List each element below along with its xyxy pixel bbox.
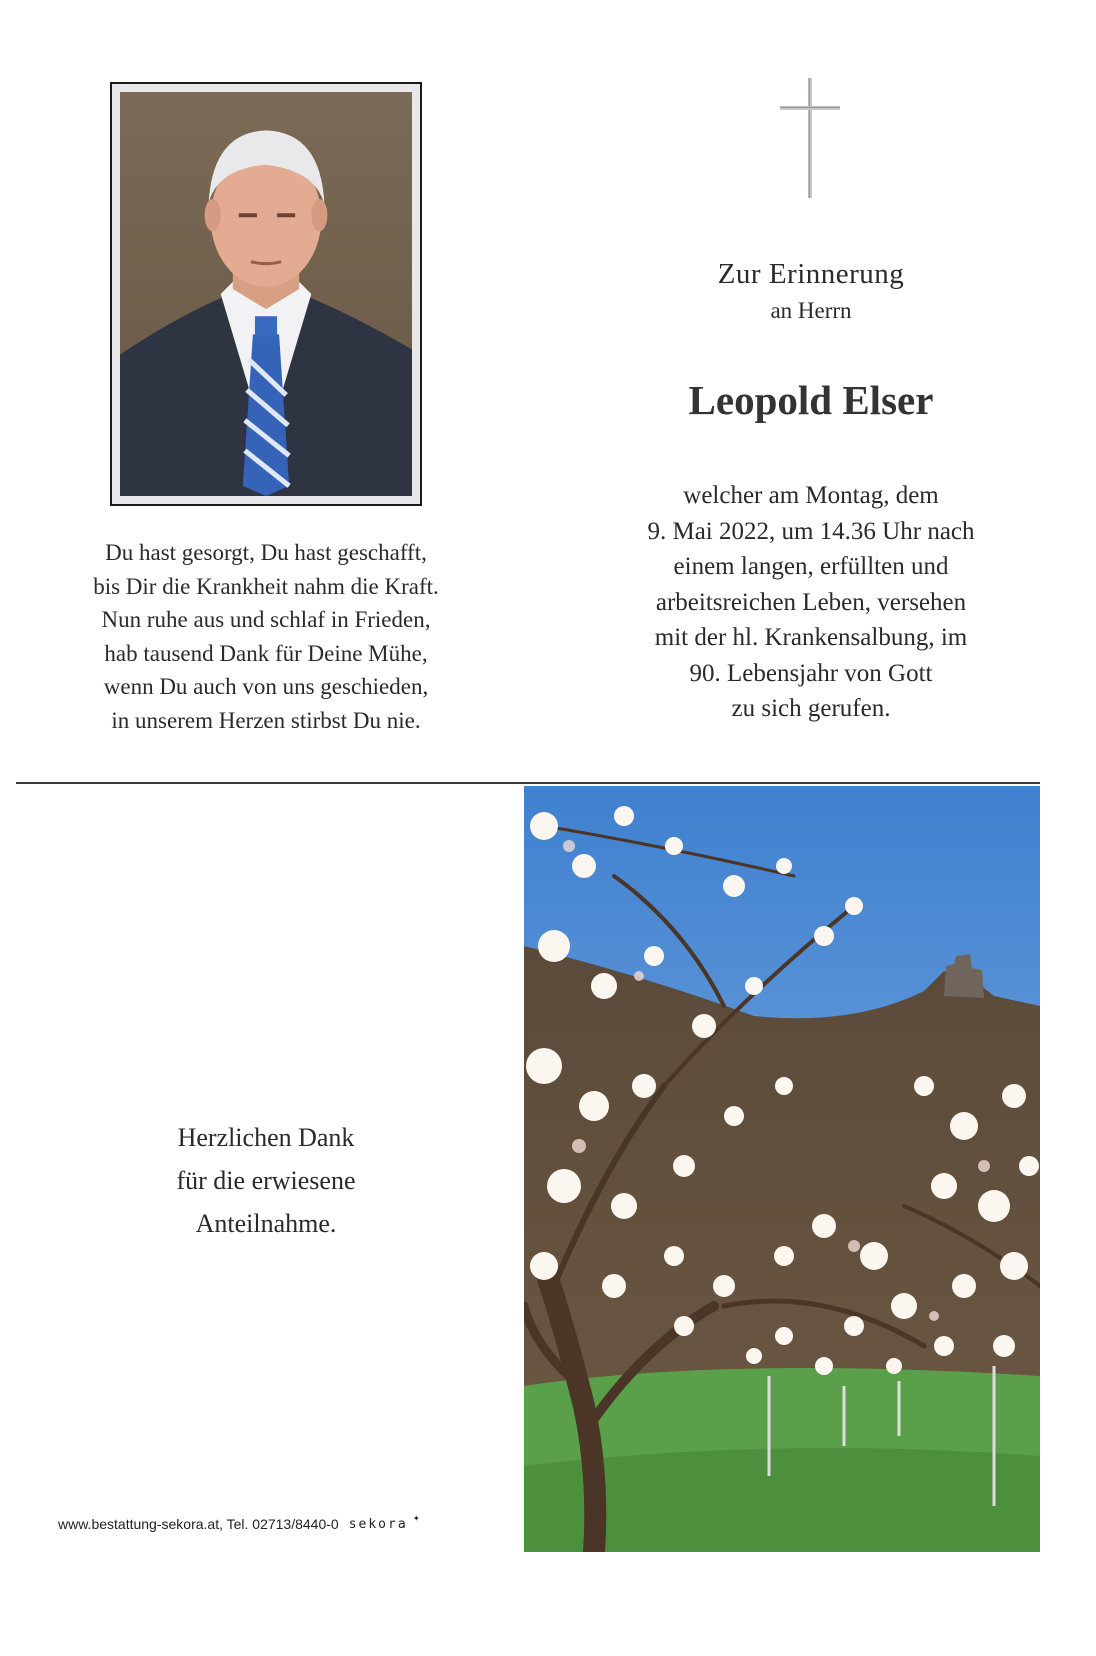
- logo-text: sekora: [348, 1516, 408, 1532]
- notice-line: 90. Lebensjahr von Gott: [689, 659, 933, 687]
- notice-line: arbeitsreichen Leben, versehen: [655, 588, 967, 616]
- notice-line: mit der hl. Krankensalbung, im: [654, 624, 968, 651]
- portrait-photo: [120, 92, 412, 496]
- poem-line: hab tausend Dank für Deine Mühe,: [104, 640, 428, 666]
- thanks-line: für die erwiesene: [176, 1166, 356, 1195]
- intro: [596, 256, 1026, 330]
- poem: [46, 536, 486, 737]
- notice-line: welcher am Montag, dem: [683, 482, 939, 509]
- poem-line: bis Dir die Krankheit nahm die Kraft.: [93, 573, 439, 599]
- fold-divider: [16, 782, 1040, 784]
- funeral-home-contact: www.bestattung-sekora.at, Tel. 02713/8440-0: [58, 1516, 339, 1532]
- notice-line: zu sich gerufen.: [731, 695, 891, 722]
- blossom-landscape-image: [524, 786, 1040, 1552]
- memorial-card: [16, 16, 1080, 1640]
- poem-line: Nun ruhe aus und schlaf in Frieden,: [101, 607, 431, 632]
- cross-icon: [780, 78, 840, 198]
- death-notice: [586, 478, 1036, 727]
- poem-line: in unserem Herzen stirbst Du nie.: [111, 707, 421, 733]
- portrait-frame: [110, 82, 422, 506]
- thanks-line: Anteilnahme.: [195, 1209, 337, 1238]
- poem-line: Du hast gesorgt, Du hast geschafft,: [105, 540, 427, 565]
- thanks-line: Herzlichen Dank: [177, 1123, 355, 1152]
- poem-line: wenn Du auch von uns geschieden,: [103, 674, 429, 699]
- bird-icon: ✦: [413, 1510, 422, 1524]
- deceased-name: Leopold Elser: [688, 377, 934, 423]
- funeral-home-logo: [348, 1510, 422, 1532]
- footer: [58, 1510, 422, 1532]
- thanks-message: [116, 1116, 416, 1245]
- intro-title: Zur Erinnerung: [717, 258, 905, 290]
- notice-line: einem langen, erfüllten und: [673, 553, 949, 580]
- notice-line: 9. Mai 2022, um 14.36 Uhr nach: [647, 517, 975, 545]
- intro-subtitle: an Herrn: [770, 298, 852, 323]
